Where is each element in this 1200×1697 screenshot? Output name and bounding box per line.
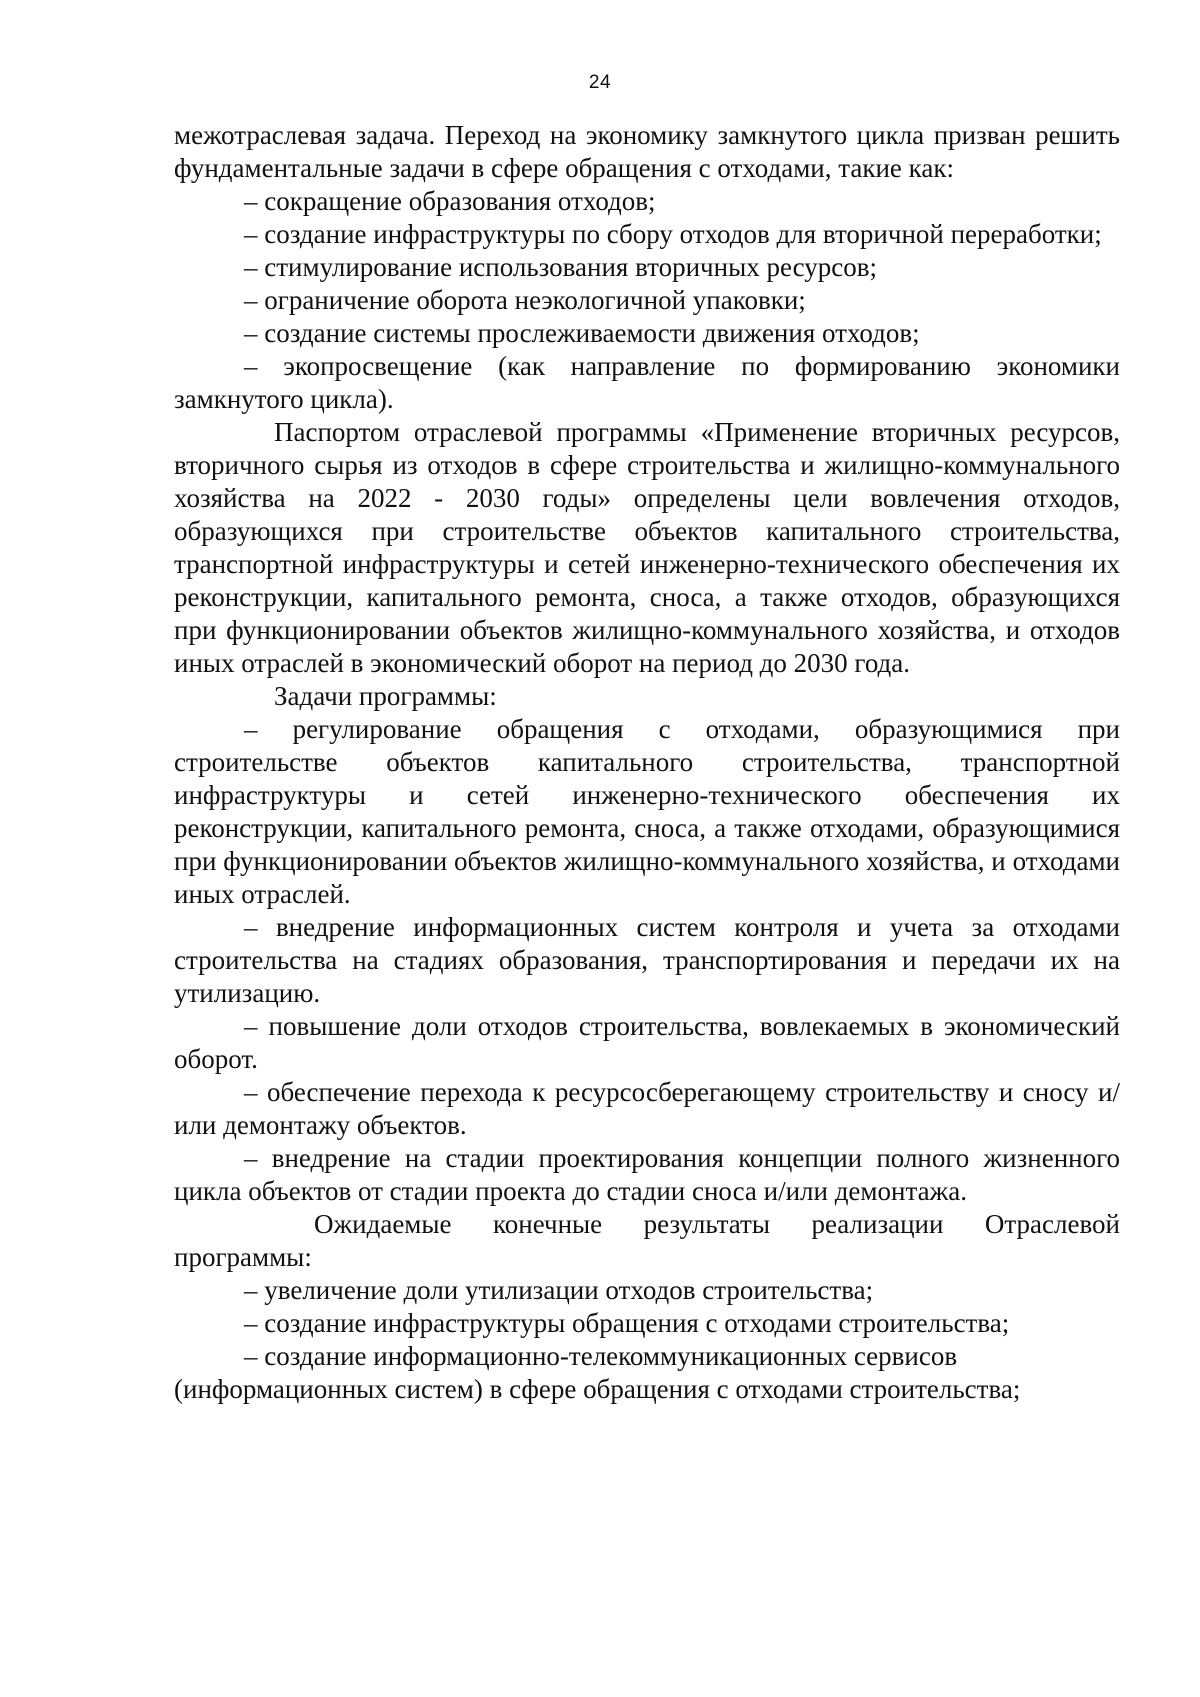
list-item: – сокращение образования отходов;	[174, 185, 1120, 218]
list-item: – создание инфраструктуры по сбору отходов для вторичной переработки;	[174, 218, 1120, 251]
list-item: – внедрение на стадии проектирования концепции полного жизненного цикла объектов от стадии проекта до стадии сноса и/или демонтажа.	[174, 1142, 1120, 1208]
section-heading-tasks: Задачи программы:	[274, 681, 497, 711]
list-item: – создание системы прослеживаемости движения отходов;	[174, 317, 1120, 350]
list-item: – стимулирование использования вторичных ресурсов;	[174, 251, 1120, 284]
list-item: – регулирование обращения с отходами, образующимися при строительстве объектов капитального строительства, транспортной инфраструктуры и сетей инженерно-технического обеспечения их реконструкции, капитального ремонта, сноса, а также отходами, образующимися при функционировании объектов жилищно-коммунального хозяйства, и отходами иных отраслей.	[174, 713, 1120, 911]
list-item: – ограничение оборота неэкологичной упаковки;	[174, 284, 1120, 317]
page-number: 24	[588, 72, 612, 93]
list-item: – экопросвещение (как направление по формированию экономики замкнутого цикла).	[174, 350, 1120, 416]
list-item: – создание инфраструктуры обращения с отходами строительства;	[174, 1307, 1120, 1340]
paragraph-results-heading: Ожидаемые конечные результаты реализации Отраслевой программы:	[174, 1209, 1120, 1272]
list-item: – увеличение доли утилизации отходов строительства;	[174, 1274, 1120, 1307]
list-item: – повышение доли отходов строительства, вовлекаемых в экономический оборот.	[174, 1010, 1120, 1076]
document-body	[174, 119, 1120, 1406]
list-item: – создание информационно-телекоммуникационных сервисов (информационных систем) в сфере обращения с отходами строительства;	[174, 1340, 1120, 1406]
list-item: – внедрение информационных систем контроля и учета за отходами строительства на стадиях образования, транспортирования и передачи их на утилизацию.	[174, 911, 1120, 1010]
paragraph-intro: межотраслевая задача. Переход на экономику замкнутого цикла призван решить фундаментальные задачи в сфере обращения с отходами, такие как:	[174, 120, 1120, 183]
list-item: – обеспечение перехода к ресурсосберегающему строительству и сносу и/или демонтажу объектов.	[174, 1076, 1120, 1142]
paragraph-passport: Паспортом отраслевой программы «Применение вторичных ресурсов, вторичного сырья из отходов в сфере строительства и жилищно-коммунального хозяйства на 2022 - 2030 годы» определены цели вовлечения отходов, образующихся при строительстве объектов капитального строительства, транспортной инфраструктуры и сетей инженерно-технического обеспечения их реконструкции, капитального ремонта, сноса, а также отходов, образующихся при функционировании объектов жилищно-коммунального хозяйства, и отходов иных отраслей в экономический оборот на период до 2030 года.	[174, 417, 1120, 678]
